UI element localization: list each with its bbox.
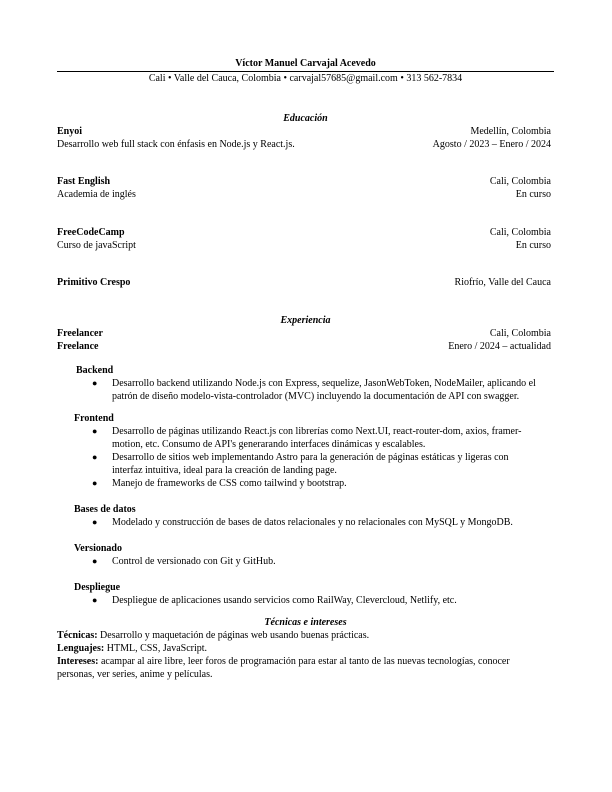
experience-role: Freelancer — [57, 328, 103, 339]
education-detail: Academia de inglés — [57, 189, 136, 200]
list-item: ● Manejo de frameworks de CSS como tailwind y bootstrap. — [92, 478, 347, 489]
bullet-icon: ● — [92, 452, 98, 462]
education-detail: Desarrollo web full stack con énfasis en Node.js y React.js. — [57, 139, 295, 150]
experience-group-versioning — [57, 542, 554, 568]
experience-group-databases — [57, 503, 554, 529]
group-heading: Despliegue — [74, 582, 121, 593]
resume-page — [57, 56, 554, 681]
list-item: ● Desarrollo backend utilizando Node.js con Express, sequelize, JasonWebToken, NodeMailer, aplicando el patrón de diseño modelo-vista-controlador (MVC) incluyendo la documentación de API con swagger. — [92, 378, 536, 402]
institution-name: Fast English — [57, 176, 111, 187]
institution-location: Riofrío, Valle del Cauca — [454, 277, 551, 288]
education-title: Educación — [283, 113, 328, 124]
bullet-icon: ● — [92, 378, 98, 388]
institution-name: Enyoi — [57, 126, 83, 137]
education-entry-enyoi — [57, 125, 554, 151]
education-date: Agosto / 2023 – Enero / 2024 — [432, 139, 551, 150]
list-item: ● Desarrollo de sitios web implementando Astro para la generación de páginas estáticas y ligeras con interfaz intuitiva, ideal para la creación de landing page. — [92, 452, 509, 476]
education-date: En curso — [515, 189, 551, 200]
education-date: En curso — [515, 240, 551, 251]
education-entry-primitivo-crespo — [57, 276, 554, 289]
experience-date: Enero / 2024 – actualidad — [448, 341, 551, 352]
bullet-icon: ● — [92, 426, 98, 436]
list-item: ● Modelado y construcción de bases de datos relacionales y no relacionales con MySQL y MongoDB. — [92, 517, 513, 528]
list-item: ● Control de versionado con Git y GitHub. — [92, 556, 276, 567]
bullet-icon: ● — [92, 517, 98, 527]
technical-label: Técnicas: — [57, 630, 98, 641]
institution-location: Cali, Colombia — [489, 176, 551, 187]
contact-line: Cali • Valle del Cauca, Colombia • carvajal57685@gmail.com • 313 562-7834 — [148, 73, 463, 84]
institution-location: Medellín, Colombia — [470, 126, 551, 137]
experience-location: Cali, Colombia — [489, 328, 551, 339]
group-heading: Versionado — [74, 543, 122, 554]
list-item: ● Despliegue de aplicaciones usando servicios como RailWay, Clevercloud, Netlify, etc. — [92, 595, 457, 606]
institution-location: Cali, Colombia — [489, 227, 551, 238]
experience-group-deployment — [57, 581, 554, 607]
institution-name: FreeCodeCamp — [57, 227, 125, 238]
interests-text: acampar al aire libre, leer foros de programación para estar al tanto de las nuevas tecnologías, conocer personas, ver series, anime y películas. — [57, 656, 510, 680]
experience-group-backend — [57, 364, 554, 403]
skills-languages — [57, 642, 554, 655]
group-heading: Frontend — [74, 413, 114, 424]
bullet-icon: ● — [92, 595, 98, 605]
education-entry-freecodecamp — [57, 226, 554, 252]
experience-company: Freelance — [57, 341, 99, 352]
group-heading: Backend — [76, 365, 114, 376]
group-heading: Bases de datos — [74, 504, 136, 515]
languages-text: HTML, CSS, JavaScript. — [104, 643, 208, 654]
education-entry-fast-english — [57, 175, 554, 201]
technical-text: Desarrollo y maquetación de páginas web usando buenas prácticas. — [97, 630, 370, 641]
list-item: ● Desarrollo de páginas utilizando React.js con librerías como Next.UI, react-router-dom, axios, framer-motion, etc. Consumo de API's generarando interfaces dinámicas y escalables. — [92, 426, 522, 450]
interests-label: Intereses: — [57, 656, 99, 667]
bullet-icon: ● — [92, 478, 98, 488]
experience-title: Experiencia — [280, 315, 331, 326]
candidate-name: Víctor Manuel Carvajal Acevedo — [235, 58, 376, 69]
languages-label: Lenguajes: — [57, 643, 105, 654]
skills-interests — [57, 655, 554, 681]
bullet-icon: ● — [92, 556, 98, 566]
skills-technical — [57, 629, 554, 642]
institution-name: Primitivo Crespo — [57, 277, 131, 288]
skills-title: Técnicas e intereses — [264, 617, 347, 628]
experience-group-frontend — [57, 412, 554, 490]
education-detail: Curso de javaScript — [57, 240, 136, 251]
